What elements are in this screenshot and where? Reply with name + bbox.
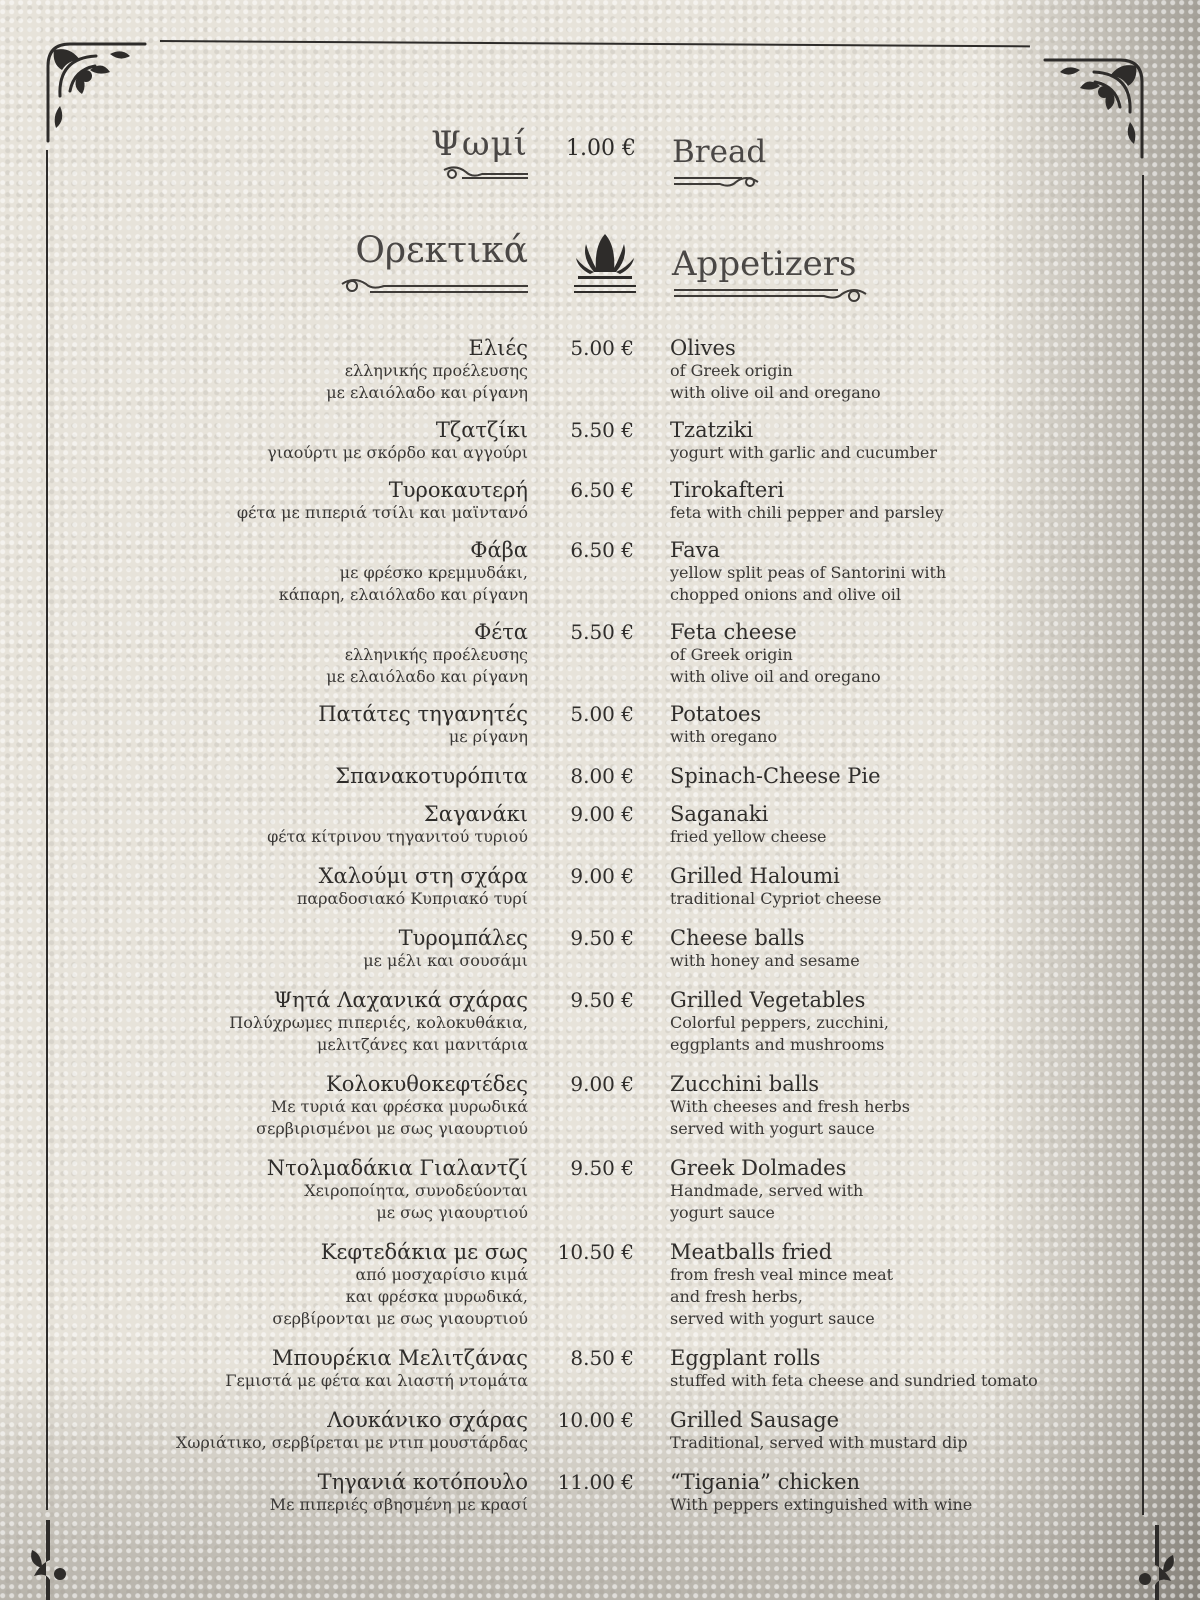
item-desc-greek: Πολύχρωμες πιπεριές, κολοκυθάκια, bbox=[229, 1013, 528, 1032]
item-desc-greek: μελιτζάνες και μανιτάρια bbox=[317, 1035, 528, 1054]
item-name-greek: Λουκάνικο σχάρας bbox=[327, 1408, 528, 1432]
item-name-greek: Φέτα bbox=[474, 620, 528, 644]
item-price: 9.00 € bbox=[570, 1072, 634, 1096]
item-desc-greek: παραδοσιακό Κυπριακό τυρί bbox=[296, 889, 528, 908]
item-desc-greek: Με τυριά και φρέσκα μυρωδικά bbox=[270, 1097, 528, 1116]
item-greek bbox=[363, 926, 528, 972]
item-desc-english: served with yogurt sauce bbox=[670, 1309, 875, 1328]
item-name-greek: Φάβα bbox=[470, 538, 528, 562]
item-desc-english: with oregano bbox=[670, 727, 778, 746]
item-desc-english: and fresh herbs, bbox=[670, 1287, 803, 1306]
item-desc-english: eggplants and mushrooms bbox=[670, 1035, 885, 1054]
item-english bbox=[670, 1072, 910, 1140]
item-name-english: Cheese balls bbox=[670, 926, 805, 950]
item-english bbox=[670, 1470, 972, 1516]
item-name-english: Tzatziki bbox=[670, 418, 754, 442]
item-english bbox=[670, 1240, 893, 1330]
item-english bbox=[670, 336, 881, 404]
item-name-greek: Ψητά Λαχανικά σχάρας bbox=[273, 988, 528, 1012]
item-price: 5.50 € bbox=[570, 418, 634, 442]
item-english bbox=[670, 864, 882, 910]
item-english bbox=[670, 1346, 1038, 1392]
item-greek bbox=[267, 1156, 528, 1224]
item-desc-greek: Χειροποίητα, συνοδεύονται bbox=[304, 1181, 528, 1200]
item-desc-greek: σερβιρισμένοι με σως γιαουρτιού bbox=[256, 1119, 528, 1138]
item-greek bbox=[225, 1346, 528, 1392]
item-desc-english: With peppers extinguished with wine bbox=[670, 1495, 973, 1514]
item-desc-greek: ελληνικής προέλευσης bbox=[344, 361, 528, 380]
item-name-greek: Τζατζίκι bbox=[435, 418, 528, 442]
item-name-english: Feta cheese bbox=[670, 620, 797, 644]
item-name-english: Eggplant rolls bbox=[670, 1346, 821, 1370]
item-desc-greek: Με πιπεριές σβησμένη με κρασί bbox=[269, 1495, 528, 1514]
item-desc-greek: ελληνικής προέλευσης bbox=[344, 645, 528, 664]
item-greek bbox=[318, 702, 528, 748]
item-price: 5.00 € bbox=[570, 336, 634, 360]
item-greek bbox=[256, 1072, 528, 1140]
item-greek bbox=[237, 478, 528, 524]
item-desc-english: fried yellow cheese bbox=[670, 827, 827, 846]
item-desc-greek: με σως γιαουρτιού bbox=[376, 1203, 528, 1222]
item-desc-greek: και φρέσκα μυρωδικά, bbox=[345, 1287, 528, 1306]
item-price: 11.00 € bbox=[557, 1470, 634, 1494]
item-english bbox=[670, 764, 881, 788]
corner-ornament-icon bbox=[40, 36, 150, 146]
item-desc-greek: με ελαιόλαδο και ρίγανη bbox=[326, 667, 528, 686]
item-price: 9.00 € bbox=[570, 802, 634, 826]
item-greek bbox=[279, 538, 528, 606]
item-desc-greek: Χωριάτικο, σερβίρεται με ντιπ μουστάρδας bbox=[175, 1433, 528, 1452]
section-title-english: Appetizers bbox=[672, 244, 857, 284]
item-english bbox=[670, 926, 860, 972]
item-desc-english: Handmade, served with bbox=[670, 1181, 864, 1200]
bread-price: 1.00 € bbox=[566, 136, 636, 161]
item-desc-english: yogurt sauce bbox=[670, 1203, 775, 1222]
item-english bbox=[670, 478, 944, 524]
item-name-english: Grilled Sausage bbox=[670, 1408, 840, 1432]
item-desc-english: served with yogurt sauce bbox=[670, 1119, 875, 1138]
item-price: 10.00 € bbox=[557, 1408, 634, 1432]
item-desc-english: Traditional, served with mustard dip bbox=[670, 1433, 968, 1452]
item-desc-greek: Γεμιστά με φέτα και λιαστή ντομάτα bbox=[225, 1371, 528, 1390]
item-english bbox=[670, 702, 777, 748]
item-price: 5.50 € bbox=[570, 620, 634, 644]
item-price: 8.50 € bbox=[570, 1346, 634, 1370]
corner-ornament-icon bbox=[20, 1520, 90, 1600]
item-name-english: Fava bbox=[670, 538, 721, 562]
item-name-english: Grilled Vegetables bbox=[670, 988, 866, 1012]
item-english bbox=[670, 418, 937, 464]
item-greek bbox=[229, 988, 528, 1056]
item-price: 10.50 € bbox=[557, 1240, 634, 1264]
item-price: 9.50 € bbox=[570, 1156, 634, 1180]
item-desc-english: of Greek origin bbox=[670, 645, 793, 664]
item-price: 9.50 € bbox=[570, 926, 634, 950]
item-name-greek: Σπανακοτυρόπιτα bbox=[335, 764, 528, 788]
item-greek bbox=[272, 1240, 528, 1330]
item-desc-greek: με ελαιόλαδο και ρίγανη bbox=[326, 383, 528, 402]
flourish-icon bbox=[442, 164, 530, 184]
bread-title-english: Bread bbox=[672, 134, 767, 170]
item-desc-greek: κάπαρη, ελαιόλαδο και ρίγανη bbox=[278, 585, 528, 604]
item-price: 9.00 € bbox=[570, 864, 634, 888]
item-greek bbox=[267, 802, 528, 848]
item-name-english: Tirokafteri bbox=[670, 478, 785, 502]
frame-left-line bbox=[46, 150, 48, 1510]
item-desc-english: stuffed with feta cheese and sundried tomato bbox=[670, 1371, 1038, 1390]
item-greek bbox=[326, 336, 528, 404]
item-name-greek: Μπουρέκια Μελιτζάνας bbox=[272, 1346, 528, 1370]
item-greek bbox=[176, 1408, 528, 1454]
item-desc-greek: σερβίρονται με σως γιαουρτιού bbox=[272, 1309, 528, 1328]
shell-ornament-icon bbox=[572, 228, 638, 300]
flourish-icon bbox=[340, 274, 530, 298]
frame-top-line bbox=[160, 40, 1030, 47]
item-desc-greek: με φρέσκο κρεμμυδάκι, bbox=[339, 563, 528, 582]
item-name-greek: Τηγανιά κοτόπουλο bbox=[317, 1470, 528, 1494]
item-greek bbox=[270, 1470, 528, 1516]
item-desc-greek: με μέλι και σουσάμι bbox=[363, 951, 528, 970]
item-desc-greek: με ρίγανη bbox=[448, 727, 528, 746]
item-english bbox=[670, 620, 881, 688]
item-desc-english: With cheeses and fresh herbs bbox=[670, 1097, 910, 1116]
item-greek bbox=[326, 620, 528, 688]
item-english bbox=[670, 988, 889, 1056]
item-name-english: Zucchini balls bbox=[670, 1072, 819, 1096]
item-english bbox=[670, 802, 827, 848]
item-name-english: Saganaki bbox=[670, 802, 769, 826]
item-desc-english: with olive oil and oregano bbox=[670, 383, 881, 402]
item-desc-english: yellow split peas of Santorini with bbox=[670, 563, 947, 582]
item-desc-english: with honey and sesame bbox=[670, 951, 860, 970]
item-desc-english: from fresh veal mince meat bbox=[670, 1265, 894, 1284]
item-name-greek: Τυροκαυτερή bbox=[388, 478, 528, 502]
bread-title-greek: Ψωμί bbox=[431, 124, 528, 164]
item-price: 8.00 € bbox=[570, 764, 634, 788]
item-price: 6.50 € bbox=[570, 478, 634, 502]
item-greek bbox=[297, 864, 528, 910]
flourish-icon bbox=[672, 172, 760, 192]
item-english bbox=[670, 538, 946, 606]
item-greek bbox=[335, 764, 528, 788]
item-desc-english: Colorful peppers, zucchini, bbox=[670, 1013, 889, 1032]
item-name-greek: Πατάτες τηγανητές bbox=[318, 702, 528, 726]
item-english bbox=[670, 1156, 863, 1224]
item-english bbox=[670, 1408, 968, 1454]
item-name-english: Potatoes bbox=[670, 702, 762, 726]
item-name-greek: Κολοκυθοκεφτέδες bbox=[326, 1072, 528, 1096]
section-title-greek: Ορεκτικά bbox=[355, 230, 528, 271]
item-name-greek: Ελιές bbox=[468, 336, 528, 360]
item-greek bbox=[267, 418, 528, 464]
item-name-english: “Tigania” chicken bbox=[670, 1470, 861, 1494]
item-desc-greek: φέτα κίτρινου τηγανιτού τυριού bbox=[267, 827, 528, 846]
item-desc-english: with olive oil and oregano bbox=[670, 667, 881, 686]
item-name-english: Grilled Haloumi bbox=[670, 864, 840, 888]
corner-ornament-icon bbox=[1115, 1525, 1185, 1600]
item-price: 6.50 € bbox=[570, 538, 634, 562]
item-price: 5.00 € bbox=[570, 702, 634, 726]
item-name-english: Olives bbox=[670, 336, 736, 360]
item-name-greek: Χαλούμι στη σχάρα bbox=[318, 864, 528, 888]
item-desc-greek: γιαούρτι με σκόρδο και αγγούρι bbox=[267, 443, 528, 462]
item-name-greek: Σαγανάκι bbox=[423, 802, 528, 826]
item-desc-greek: από μοσχαρίσιο κιμά bbox=[355, 1265, 528, 1284]
item-desc-english: traditional Cypriot cheese bbox=[670, 889, 882, 908]
item-price: 9.50 € bbox=[570, 988, 634, 1012]
item-name-greek: Κεφτεδάκια με σως bbox=[320, 1240, 528, 1264]
item-name-greek: Ντολμαδάκια Γιαλαντζί bbox=[266, 1156, 528, 1180]
item-desc-english: chopped onions and olive oil bbox=[670, 585, 901, 604]
item-desc-english: yogurt with garlic and cucumber bbox=[670, 443, 937, 462]
item-name-greek: Τυρομπάλες bbox=[398, 926, 528, 950]
item-name-english: Meatballs fried bbox=[670, 1240, 833, 1264]
item-desc-english: feta with chili pepper and parsley bbox=[670, 503, 944, 522]
corner-ornament-icon bbox=[1040, 52, 1150, 162]
item-desc-english: of Greek origin bbox=[670, 361, 793, 380]
item-desc-greek: φέτα με πιπεριά τσίλι και μαϊντανό bbox=[236, 503, 528, 522]
frame-right-line bbox=[1142, 175, 1144, 1515]
flourish-icon bbox=[672, 282, 868, 306]
item-name-english: Greek Dolmades bbox=[670, 1156, 847, 1180]
item-name-english: Spinach-Cheese Pie bbox=[670, 764, 881, 788]
